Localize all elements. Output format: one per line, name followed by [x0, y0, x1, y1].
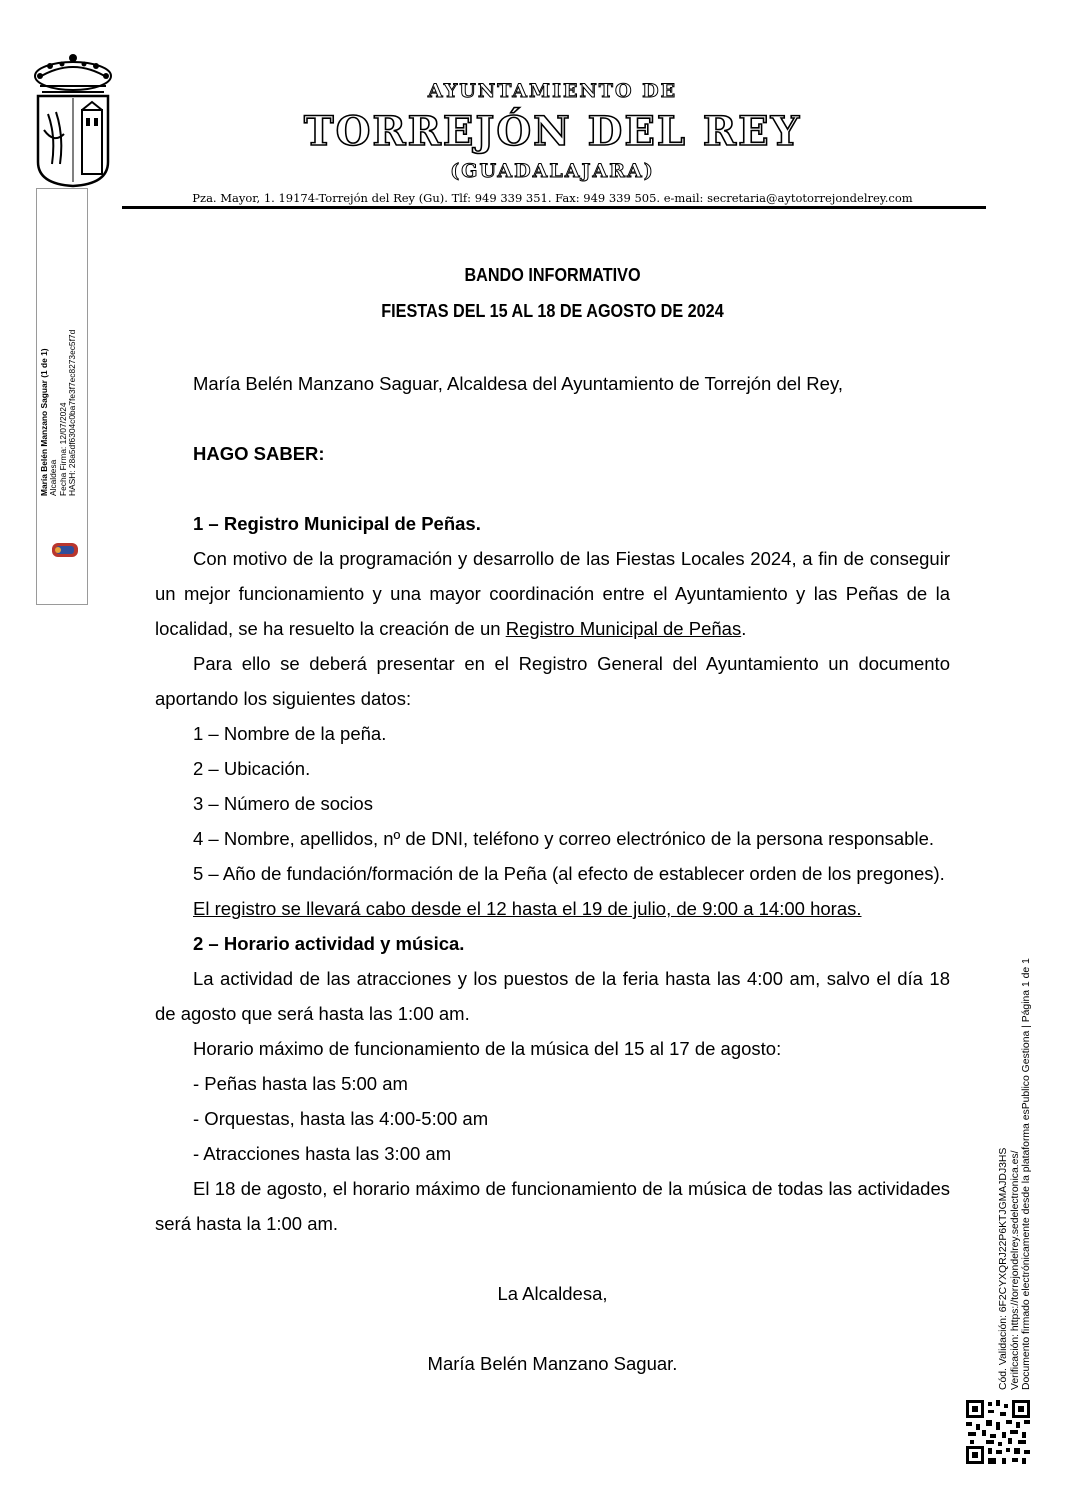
letterhead-ayuntamiento: AYUNTAMIENTO DE — [427, 80, 678, 102]
validation-url: Verificación: https://torrejondelrey.sedelectronica.es/ — [1009, 1150, 1021, 1390]
section-1-paragraph-2: Para ello se deberá presentar en el Registro General del Ayuntamiento un documento aportando los siguientes datos: — [155, 653, 950, 709]
validation-block — [998, 958, 1033, 1390]
section-1-paragraph-1-text: Con motivo de la programación y desarrollo de las Fiestas Locales 2024, a fin de conseguir un mejor funcionamiento y una mayor coordinación entre el Ayuntamiento y las Peñas de la localidad, se ha resuelto la creación de un — [155, 548, 950, 639]
list-item: - Peñas hasta las 5:00 am — [193, 1073, 408, 1094]
section-1-heading: 1 – Registro Municipal de Peñas. — [193, 513, 481, 534]
letterhead-address: Pza. Mayor, 1. 19174-Torrejón del Rey (Gu). Tlf: 949 339 351. Fax: 949 339 505. e-mail: secretaria@aytotorrejondelrey.com — [192, 191, 913, 205]
validation-code: Cód. Validación: 6F2CYXQRJ22P6KTJGMAJDJ3HS — [998, 1147, 1009, 1390]
signature-signer: María Belén Manzano Saguar (1 de 1) — [39, 348, 49, 496]
section-2-paragraph-2: Horario máximo de funcionamiento de la música del 15 al 17 de agosto: — [193, 1038, 782, 1059]
letterhead-town-name: TORREJÓN DEL REY — [303, 108, 802, 155]
section-2-heading: 2 – Horario actividad y música. — [193, 933, 465, 954]
section-2-paragraph-3: El 18 de agosto, el horario máximo de funcionamiento de la música de todas las actividades será hasta la 1:00 am. — [155, 1178, 950, 1234]
list-item: 1 – Nombre de la peña. — [193, 723, 387, 744]
section-1-paragraph-1-end: . — [741, 618, 747, 639]
document-subtitle: FIESTAS DEL 15 AL 18 DE AGOSTO DE 2024 — [381, 301, 724, 321]
closing-name: María Belén Manzano Saguar. — [427, 1353, 678, 1374]
list-item: 3 – Número de socios — [193, 793, 373, 814]
registro-municipal-link-text: Registro Municipal de Peñas — [505, 618, 742, 639]
document-title: BANDO INFORMATIVO — [464, 265, 641, 285]
hago-saber-heading: HAGO SABER: — [193, 443, 325, 464]
signature-role: Alcaldesa — [48, 459, 59, 496]
document-body — [155, 366, 950, 1381]
list-item: 5 – Año de fundación/formación de la Peña (al efecto de establecer orden de los pregones). — [193, 863, 945, 884]
list-item: 4 – Nombre, apellidos, nº de DNI, teléfono y correo electrónico de la persona responsable. — [193, 828, 935, 849]
signature-block — [40, 330, 78, 496]
list-item: - Orquestas, hasta las 4:00-5:00 am — [193, 1108, 489, 1129]
registration-period: El registro se llevará cabo desde el 12 hasta el 19 de julio, de 9:00 a 14:00 horas. — [193, 898, 862, 919]
letterhead-province: (GUADALAJARA) — [450, 160, 655, 182]
list-item: 2 – Ubicación. — [193, 758, 311, 779]
signature-hash: HASH: 28a5df6304c0ba7fe3f7ec8273ec5f7d — [67, 329, 78, 496]
closing-role: La Alcaldesa, — [497, 1283, 608, 1304]
signature-date: Fecha Firma: 12/07/2024 — [57, 402, 68, 496]
letterhead-divider — [122, 206, 986, 209]
intro-paragraph: María Belén Manzano Saguar, Alcaldesa del Ayuntamiento de Torrejón del Rey, — [193, 373, 843, 394]
coat-of-arms-icon — [30, 52, 116, 188]
validation-platform: Documento firmado electrónicamente desde la plataforma esPublico Gestiona | Página 1 de 1 — [1021, 958, 1033, 1390]
esPublico-logo-icon — [50, 541, 80, 559]
list-item: - Atracciones hasta las 3:00 am — [193, 1143, 452, 1164]
qr-code-icon — [966, 1400, 1030, 1464]
section-2-paragraph-1: La actividad de las atracciones y los puestos de la feria hasta las 4:00 am, salvo el día 18 de agosto que será hasta las 1:00 am. — [155, 968, 950, 1024]
section-1-paragraph-1 — [155, 541, 950, 646]
